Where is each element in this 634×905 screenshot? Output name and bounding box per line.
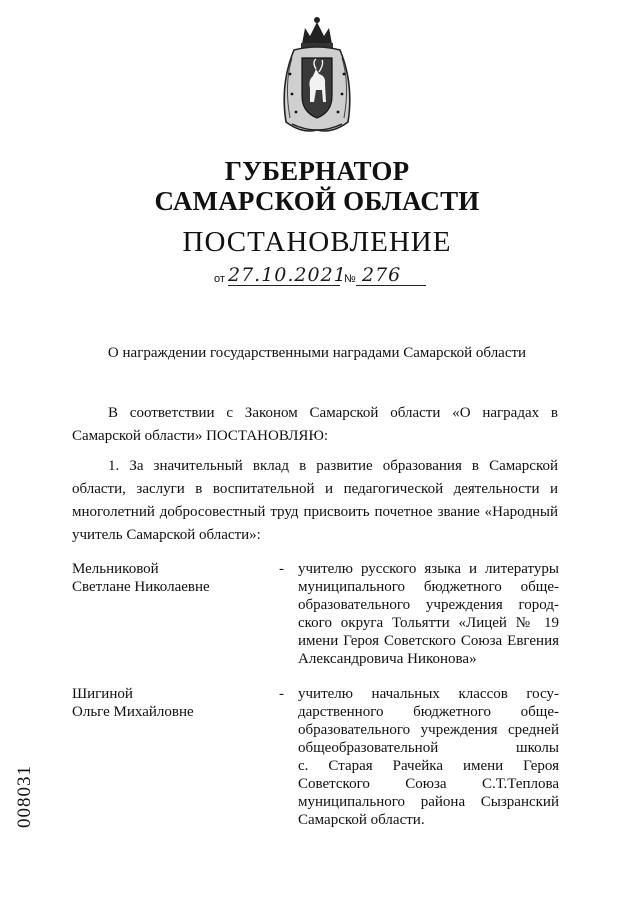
item1-paragraph: 1. За значительный вклад в развитие образования в Самарской области, заслуги в воспитательной и педагогической деятельности и многолетний добросовестный труд присвоить почетное звание «Народный учитель Самарской области»: xyxy=(72,458,558,543)
date-number-line xyxy=(214,266,454,288)
description-line: учителю русского языка и литературы xyxy=(298,561,559,577)
document-subject: О награждении государственными наградами Самарской области xyxy=(107,345,527,361)
description-line: образовательного учреждения средней xyxy=(298,722,559,738)
description-line: ского округа Тольятти «Лицей № 19 xyxy=(298,615,559,631)
description-line: муниципального бюджетного обще- xyxy=(298,579,559,595)
document-type: ПОСТАНОВЛЕНИЕ xyxy=(182,226,452,258)
issuer-title-line1: ГУБЕРНАТОР xyxy=(224,156,410,186)
description-line: с. Старая Рачейка имени Героя xyxy=(298,758,559,774)
awardee-given-name: Светлане Николаевне xyxy=(72,579,210,595)
entry-dash: - xyxy=(279,686,284,702)
awardee-name xyxy=(72,560,272,596)
entry-dash: - xyxy=(279,561,284,577)
preamble-paragraph: В соответствии с Законом Самарской области «О наградах в Самарской области» ПОСТАНОВЛЯЮ: xyxy=(72,405,558,444)
document-number: 276 xyxy=(362,264,402,286)
description-line: Советского Союза С.Т.Теплова xyxy=(298,776,559,792)
date-from-label: от xyxy=(214,273,225,285)
document-date: 27.10.2021 xyxy=(228,264,347,286)
number-label: № xyxy=(344,273,356,285)
description-line: Самарской области. xyxy=(298,812,425,828)
awardee-name xyxy=(72,685,272,721)
description-line: образовательного учреждения город- xyxy=(298,597,559,613)
description-line: дарственного бюджетного обще- xyxy=(298,704,559,720)
awardee-surname: Шигиной xyxy=(72,686,133,702)
description-line: Александровича Никонова» xyxy=(298,651,477,667)
awardee-description xyxy=(298,560,559,668)
issuer-title-line2: САМАРСКОЙ ОБЛАСТИ xyxy=(154,186,480,216)
description-line: общеобразовательной школы xyxy=(298,740,559,756)
samara-coat-of-arms-icon xyxy=(272,14,362,136)
description-line: муниципального района Сызранский xyxy=(298,794,559,810)
awardee-given-name: Ольге Михайловне xyxy=(72,704,194,720)
description-line: имени Героя Советского Союза Евгения xyxy=(298,633,559,649)
form-serial-number: 008031 xyxy=(14,765,35,828)
awardee-description xyxy=(298,685,559,829)
description-line: учителю начальных классов госу- xyxy=(298,686,559,702)
awardee-surname: Мельниковой xyxy=(72,561,159,577)
